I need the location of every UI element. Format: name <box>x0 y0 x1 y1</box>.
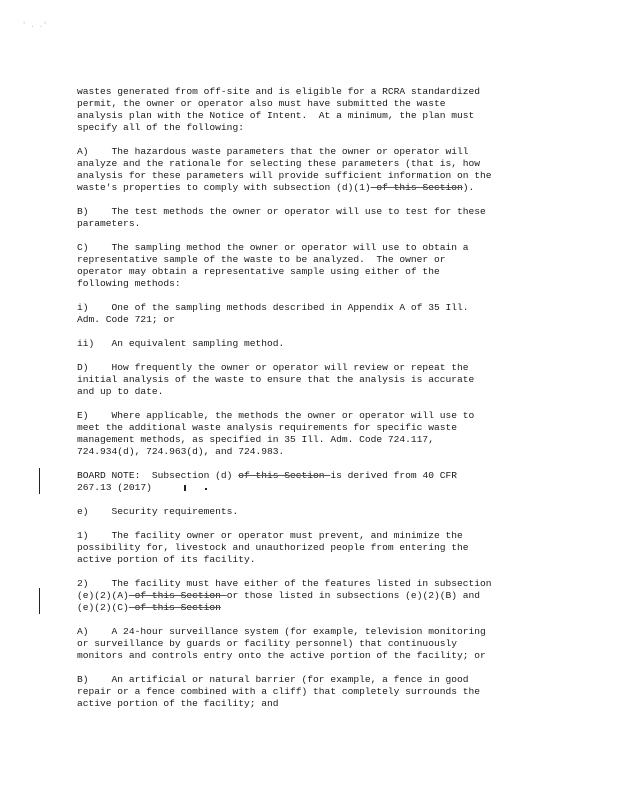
struck-text: of this Section <box>238 470 331 481</box>
line-text-tail: ). <box>462 182 475 193</box>
text-line <box>77 86 480 98</box>
line-text: monitors and controls entry onto the active portion of the facility; or <box>77 650 486 661</box>
text-line <box>77 650 486 662</box>
line-text: analyze and the rationale for selecting these parameters (that is, how <box>77 158 481 169</box>
change-bar <box>39 588 40 614</box>
line-text: D) How frequently the owner or operator will review or repeat the <box>77 362 469 373</box>
text-line <box>77 362 469 374</box>
line-text: 724.934(d), 724.963(d), and 724.983. <box>77 446 285 457</box>
text-line <box>77 530 463 542</box>
text-line <box>77 590 480 602</box>
line-text: Adm. Code 721; or <box>77 314 175 325</box>
line-text: parameters. <box>77 218 141 229</box>
text-line <box>77 374 474 386</box>
line-text: management methods, as specified in 35 Ill. Adm. Code 724.117, <box>77 434 434 445</box>
change-bar <box>39 468 40 494</box>
line-text: BOARD NOTE: Subsection (d) <box>77 470 239 481</box>
struck-text: of this Section <box>128 602 221 613</box>
line-text: 2) The facility must have either of the features listed in subsection <box>77 578 492 589</box>
text-line <box>77 278 181 290</box>
text-line <box>77 206 486 218</box>
text-line <box>77 446 284 458</box>
text-line <box>77 638 457 650</box>
line-text: possibility for, livestock and unauthorized people from entering the <box>77 542 469 553</box>
line-text: e) Security requirements. <box>77 506 239 517</box>
text-line <box>77 158 480 170</box>
line-text: and up to date. <box>77 386 164 397</box>
text-line <box>77 218 140 230</box>
page-corner-mark: ' . .' <box>22 22 48 30</box>
line-text: E) Where applicable, the methods the owner or operator will use to <box>77 410 475 421</box>
text-line <box>77 506 238 518</box>
line-text: permit, the owner or operator also must have submitted the waste <box>77 98 446 109</box>
text-line <box>77 254 445 266</box>
text-line <box>77 386 163 398</box>
line-text: operator may obtain a representative sample using either of the <box>77 266 440 277</box>
line-text: or surveillance by guards or facility personnel) that continuously <box>77 638 457 649</box>
text-line <box>77 314 175 326</box>
line-text: repair or a fence combined with a cliff) that completely surrounds the <box>77 686 481 697</box>
line-text: A) A 24-hour surveillance system (for example, television monitoring <box>77 626 486 637</box>
text-line <box>77 338 284 350</box>
text-line <box>77 578 492 590</box>
text-line <box>77 146 469 158</box>
line-text: representative sample of the waste to be analyzed. The owner or <box>77 254 446 265</box>
revision-mark <box>184 485 186 491</box>
text-line <box>77 110 474 122</box>
text-line <box>77 698 279 710</box>
line-text-tail: or those listed in subsections (e)(2)(B) and <box>226 590 481 601</box>
text-line <box>77 422 457 434</box>
text-line <box>77 482 152 494</box>
line-text: C) The sampling method the owner or operator will use to obtain a <box>77 242 469 253</box>
line-text: initial analysis of the waste to ensure that the analysis is accurate <box>77 374 475 385</box>
line-text: active portion of the facility; and <box>77 698 279 709</box>
line-text: (e)(2)(C) <box>77 602 129 613</box>
line-text: specify all of the following: <box>77 122 244 133</box>
text-line <box>77 182 474 194</box>
text-line <box>77 434 434 446</box>
line-text: following methods: <box>77 278 181 289</box>
text-line <box>77 302 469 314</box>
text-line <box>77 242 469 254</box>
line-text: 1) The facility owner or operator must prevent, and minimize the <box>77 530 463 541</box>
revision-mark <box>205 488 207 490</box>
line-text: ii) An equivalent sampling method. <box>77 338 285 349</box>
line-text: analysis for these parameters will provide sufficient information on the <box>77 170 492 181</box>
text-line <box>77 170 492 182</box>
line-text-tail: is derived from 40 CFR <box>330 470 457 481</box>
struck-text: of this Section <box>370 182 463 193</box>
text-line <box>77 410 474 422</box>
line-text: analysis plan with the Notice of Intent. At a minimum, the plan must <box>77 110 475 121</box>
text-line <box>77 626 486 638</box>
line-text: active portion of its facility. <box>77 554 256 565</box>
text-line <box>77 554 255 566</box>
line-text: wastes generated from off-site and is eligible for a RCRA standardized <box>77 86 481 97</box>
line-text: B) An artificial or natural barrier (for example, a fence in good <box>77 674 469 685</box>
text-line <box>77 686 480 698</box>
line-text: waste's properties to comply with subsection (d)(1) <box>77 182 371 193</box>
text-line <box>77 602 221 614</box>
text-line <box>77 122 244 134</box>
text-line <box>77 542 469 554</box>
struck-text: of this Section <box>128 590 227 601</box>
text-line <box>77 266 440 278</box>
line-text: 267.13 (2017) <box>77 482 152 493</box>
text-line <box>77 470 457 482</box>
line-text: (e)(2)(A) <box>77 590 129 601</box>
text-line <box>77 674 469 686</box>
line-text: i) One of the sampling methods described in Appendix A of 35 Ill. <box>77 302 469 313</box>
text-line <box>77 98 445 110</box>
line-text: B) The test methods the owner or operator will use to test for these <box>77 206 486 217</box>
line-text: meet the additional waste analysis requirements for specific waste <box>77 422 457 433</box>
line-text: A) The hazardous waste parameters that the owner or operator will <box>77 146 469 157</box>
